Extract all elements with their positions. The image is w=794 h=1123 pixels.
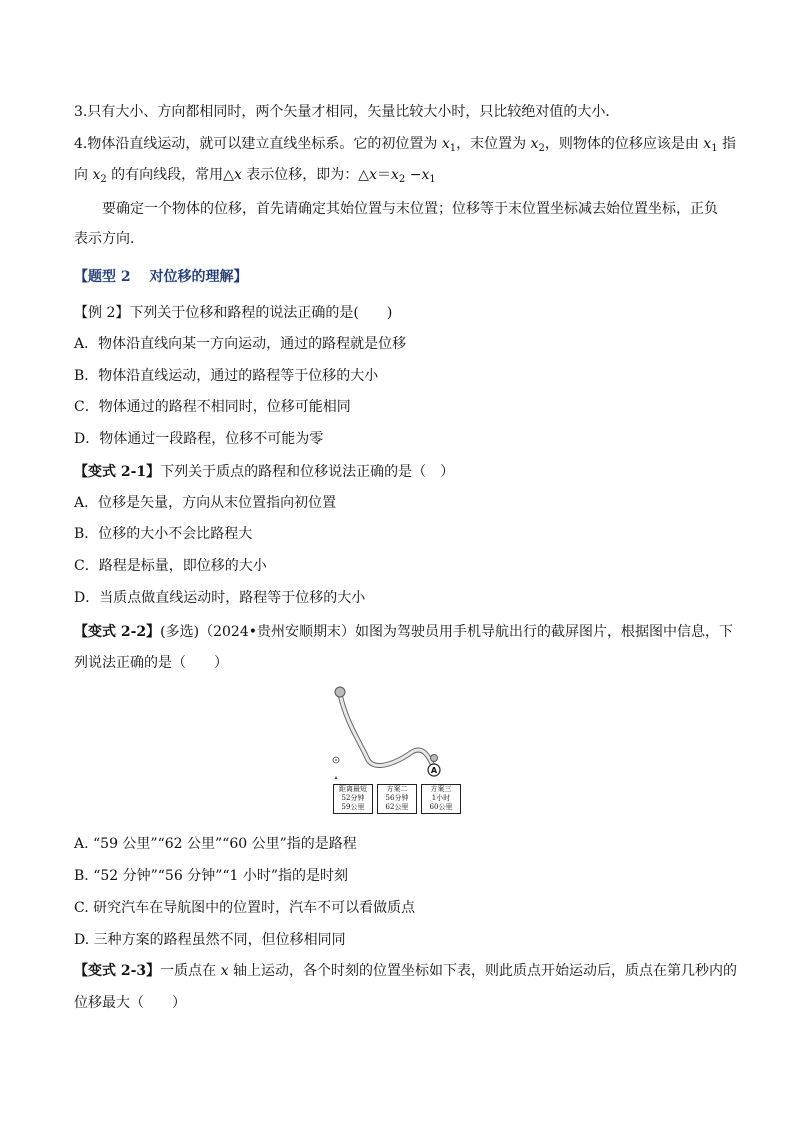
- var-x: x: [369, 167, 377, 183]
- example-2-option-b: B．物体沿直线运动，通过的路程等于位移的大小: [74, 368, 379, 384]
- item-3-text: 3.只有大小、方向都相同时，两个矢量才相同，矢量比较大小时，只比较绝对值的大小．: [74, 104, 620, 120]
- variant-2-2-line-2: 列说法正确的是（ ）: [74, 655, 228, 671]
- example-2-option-c: C．物体通过的路程不相同时，位移可能相同: [74, 399, 351, 415]
- text-segment: 4.物体沿直线运动，就可以建立直线坐标系。它的初位置为: [74, 136, 442, 152]
- var-x: x: [233, 167, 242, 183]
- plan-card-3: [421, 784, 461, 814]
- subscript: 2: [538, 143, 545, 154]
- plan-distance: 60公里: [429, 803, 453, 811]
- question-text: (多选)（2024•贵州安顺期末）如图为驾驶员用手机导航出行的截屏图片，根据图中信息，下: [160, 624, 733, 640]
- variant-2-2-line-1: [74, 623, 733, 641]
- section-heading: 【题型 2 对位移的理解】: [74, 269, 248, 285]
- plan-card-1: [333, 784, 373, 814]
- plan-distance: 62公里: [385, 803, 409, 811]
- compass-icon: [335, 776, 338, 779]
- route-path: [340, 694, 434, 768]
- subscript: 2: [100, 174, 107, 185]
- variant-2-2-option-b: B. “52 分钟”“56 分钟”“1 小时”指的是时刻: [74, 868, 349, 884]
- subscript: 1: [429, 174, 436, 185]
- variant-label: 【变式 2-2】: [74, 624, 161, 640]
- start-point-marker: [335, 687, 345, 697]
- plan-time: 52分钟: [341, 794, 365, 802]
- var-x: x: [421, 167, 430, 183]
- plan-title: 方案三: [430, 785, 452, 793]
- plan-title: 距离最短: [339, 785, 367, 793]
- item-4-line-2: [74, 166, 436, 184]
- plan-time: 56分钟: [385, 794, 409, 802]
- var-x: x: [390, 167, 399, 183]
- variant-2-1-option-b: B．位移的大小不会比路程大: [74, 526, 253, 542]
- note-line-1: 要确定一个物体的位移，首先请确定其始位置与末位置；位移等于末位置坐标减去始位置坐标，正负: [102, 201, 718, 217]
- variant-2-3-line-1: [74, 962, 737, 980]
- subscript: 1: [711, 143, 718, 154]
- var-x: x: [441, 136, 450, 152]
- note-line-2: 表示方向．: [74, 231, 144, 247]
- question-text: 一质点在: [160, 963, 221, 979]
- text-segment: 表示位移，即为：△: [241, 167, 370, 183]
- var-x: x: [92, 167, 101, 183]
- variant-2-2-option-d: D. 三种方案的路程虽然不同，但位移相同同: [74, 932, 346, 948]
- question-text: 下列关于质点的路程和位移说法正确的是（ ）: [160, 464, 455, 480]
- question-text: 轴上运动，各个时刻的位置坐标如下表，则此质点开始运动后，质点在第几秒内的: [228, 963, 737, 979]
- var-x: x: [220, 963, 229, 979]
- text-segment: ＝: [376, 167, 391, 183]
- variant-2-2-option-a: A. “59 公里”“62 公里”“60 公里”指的是路程: [74, 836, 357, 852]
- destination-label: A: [430, 766, 438, 775]
- example-2-option-a: A．物体沿直线向某一方向运动，通过的路程就是位移: [74, 336, 407, 352]
- var-x: x: [703, 136, 712, 152]
- variant-2-1-option-a: A．位移是矢量，方向从末位置指向初位置: [74, 495, 337, 511]
- subscript: 2: [398, 174, 406, 185]
- variant-label: 【变式 2-3】: [74, 963, 161, 979]
- variant-2-2-option-c: C. 研究汽车在导航图中的位置时，汽车不可以看做质点: [74, 900, 416, 916]
- variant-2-3-line-2: 位移最大（ ）: [74, 995, 186, 1011]
- var-x: x: [530, 136, 539, 152]
- example-2-option-d: D．物体通过一段路程，位移不可能为零: [74, 431, 324, 447]
- waypoint-marker: [431, 755, 438, 762]
- plan-card-2: [377, 784, 417, 814]
- item-4-line-1: [74, 135, 736, 153]
- variant-label: 【变式 2-1】: [74, 464, 161, 480]
- text-segment: ，则物体的位移应该是由: [544, 136, 704, 152]
- variant-2-1-question: [74, 463, 454, 481]
- text-segment: 指: [717, 136, 737, 152]
- location-dot-icon: [335, 759, 337, 761]
- plan-title: 方案二: [386, 785, 408, 793]
- variant-2-1-option-d: D．当质点做直线运动时，路程等于位移的大小: [74, 590, 366, 606]
- plan-distance: 59公里: [341, 803, 365, 811]
- subscript: 1: [449, 143, 457, 154]
- text-segment: ，末位置为: [456, 136, 531, 152]
- variant-2-1-option-c: C．路程是标量，即位移的大小: [74, 558, 267, 574]
- text-segment: 向: [74, 167, 93, 183]
- example-2-question: 【例 2】下列关于位移和路程的说法正确的是( ): [74, 305, 393, 321]
- text-segment: 的有向线段，常用△: [106, 167, 234, 183]
- plan-time: 1小时: [431, 794, 451, 802]
- text-segment: −: [405, 167, 422, 183]
